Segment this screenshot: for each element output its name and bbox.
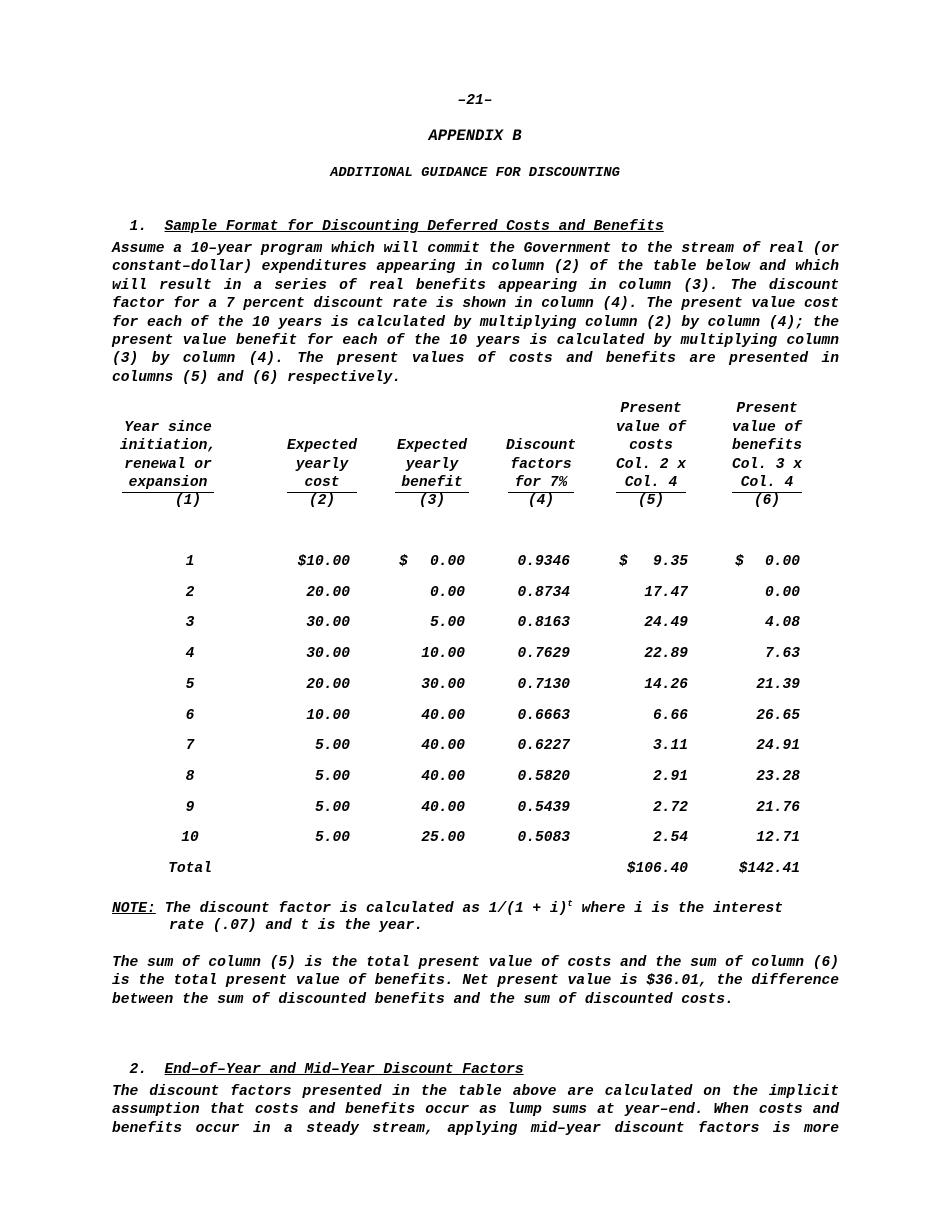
table-cell-year: 2 <box>185 584 195 601</box>
table-total-pv-benefit: $142.41 <box>738 861 800 877</box>
table-cell-benefit: 0.00 <box>429 584 465 601</box>
table-cell-cost: 20.00 <box>306 584 350 601</box>
table-column-number: (1) <box>174 493 202 509</box>
table-header-line: for 7% <box>514 475 568 491</box>
table-cell-factor: 0.7629 <box>517 646 570 663</box>
table-cell-pv-benefit: 21.76 <box>756 799 800 816</box>
note-text-after: where i is the interest <box>572 900 784 917</box>
table-cell-factor: 0.5439 <box>517 799 570 816</box>
table-header-line: Col. 3 x <box>731 456 803 473</box>
page-number: –21– <box>457 93 493 109</box>
table-header-line: benefits <box>731 438 803 454</box>
note <box>112 899 783 917</box>
section2-body: The discount factors presented in the table above are calculated on the implicit assumption that costs and benefits occur as lump sums at year–end. When costs and benefits occur in a steady stream, applying mid–year discount factors is more <box>112 1084 839 1137</box>
table-cell-year: 3 <box>185 615 195 632</box>
table-cell-factor: 0.8163 <box>517 615 570 632</box>
table-cell-factor: 0.5820 <box>517 768 570 785</box>
table-header-line: yearly <box>405 456 459 473</box>
table-header-line: Year since <box>124 419 212 436</box>
table-cell-pv-cost: 14.26 <box>644 676 688 693</box>
table-cell-factor: 0.7130 <box>517 676 570 693</box>
table-header-line: Col. 4 <box>740 475 794 491</box>
table-header-line: value of <box>615 419 687 436</box>
table-cell-year: 4 <box>185 646 195 663</box>
note-line2: rate (.07) and t is the year. <box>169 918 423 934</box>
paragraph2: The sum of column (5) is the total present value of costs and the sum of column (6) is the total present value of benefits. Net present value is $36.01, the difference between the sum of discounted benefits and the sum of discounted costs. <box>112 955 839 1008</box>
table-cell-pv-cost: 9.35 <box>652 554 688 570</box>
table-cell-factor: 0.8734 <box>517 584 570 601</box>
table-header-line: Expected <box>396 438 468 454</box>
table-cell-cost: 5.00 <box>314 738 350 755</box>
table-cell-pv-benefit: 23.28 <box>756 768 800 785</box>
table-cell-pv-benefit: 7.63 <box>764 646 800 663</box>
table-cell-factor: 0.5083 <box>517 830 570 847</box>
table-cell-factor: 0.9346 <box>517 554 570 570</box>
table-header-line: expansion <box>128 475 208 491</box>
table-cell-cost: 10.00 <box>306 707 350 724</box>
section1-heading <box>112 203 664 235</box>
table-header-line: Expected <box>286 438 358 454</box>
note-superscript: t <box>567 899 573 909</box>
table-cell-year: 8 <box>185 768 195 785</box>
appendix-title: APPENDIX B <box>428 127 522 145</box>
table-column-number: (2) <box>308 493 336 509</box>
table-column-number: (3) <box>418 493 446 509</box>
note-text-before: The discount factor is calculated as 1/(1 + i) <box>164 900 568 917</box>
table-cell-cost: 5.00 <box>314 799 350 816</box>
table-column-number: (4) <box>527 493 555 509</box>
page-subtitle: ADDITIONAL GUIDANCE FOR DISCOUNTING <box>330 166 620 181</box>
table-cell-cost: 30.00 <box>306 615 350 632</box>
table-cell-pv-cost: 3.11 <box>652 738 688 755</box>
section2-heading <box>112 1046 524 1078</box>
table-cell-benefit: 5.00 <box>429 615 465 632</box>
table-cell-pv-benefit: 12.71 <box>756 830 800 847</box>
table-cell-year: 5 <box>185 676 195 693</box>
table-cell-cost: 5.00 <box>314 830 350 847</box>
table-header-line: cost <box>304 475 340 491</box>
table-header-line: Discount <box>505 438 577 454</box>
table-cell-benefit: 30.00 <box>421 676 465 693</box>
table-header-line: Present <box>736 401 798 417</box>
table-cell-pv-cost: 2.91 <box>652 768 688 785</box>
table-cell-year: 10 <box>181 830 199 847</box>
table-total-label: Total <box>168 861 212 877</box>
table-cell-pv-benefit: 4.08 <box>764 615 800 632</box>
table-header-line: renewal or <box>124 456 212 473</box>
dollar-sign-pv-benefit: $ <box>735 554 744 570</box>
table-header-line: yearly <box>295 456 349 473</box>
table-cell-year: 1 <box>185 554 195 570</box>
table-cell-pv-benefit: 24.91 <box>756 738 800 755</box>
table-cell-benefit: 0.00 <box>429 554 465 570</box>
table-cell-pv-cost: 6.66 <box>652 707 688 724</box>
table-column-number: (5) <box>637 493 665 509</box>
table-header-line: factors <box>510 456 572 473</box>
table-column-number: (6) <box>753 493 781 509</box>
table-cell-pv-benefit: 21.39 <box>756 676 800 693</box>
table-cell-year: 9 <box>185 799 195 816</box>
table-total-pv-cost: $106.40 <box>626 861 688 877</box>
table-cell-pv-benefit: 26.65 <box>756 707 800 724</box>
note-label: NOTE: <box>112 900 156 917</box>
section1-number: 1. <box>129 219 148 235</box>
section1-heading-text: Sample Format for Discounting Deferred Costs and Benefits <box>164 219 664 235</box>
section1-body: Assume a 10–year program which will commit the Government to the stream of real (or constant–dollar) expenditures appearing in column (2) of the table below and which will result in a series of real benefits appearing in column (3). The discount factor for a 7 percent discount rate is shown in column (4). The present value cost for each of the 10 years is calculated by multiplying column (2) by column (4); the present value benefit for each of the 10 years is calculated by multiplying column (3) by column (4). The present values of costs and benefits are presented in columns (5) and (6) respectively. <box>112 241 839 386</box>
table-cell-year: 7 <box>185 738 195 755</box>
table-header-line: costs <box>629 438 673 454</box>
table-header-line: Col. 2 x <box>615 456 687 473</box>
table-cell-benefit: 40.00 <box>421 707 465 724</box>
table-header-line: Present <box>620 401 682 417</box>
table-cell-benefit: 40.00 <box>421 799 465 816</box>
table-header-line: Col. 4 <box>624 475 678 491</box>
table-header-line: benefit <box>401 475 463 491</box>
table-cell-pv-cost: 2.54 <box>652 830 688 847</box>
section2-number: 2. <box>129 1062 148 1078</box>
section2-heading-text: End–of–Year and Mid–Year Discount Factors <box>164 1062 524 1078</box>
dollar-sign-pv-cost: $ <box>619 554 628 570</box>
table-cell-benefit: 25.00 <box>421 830 465 847</box>
table-cell-cost: 20.00 <box>306 676 350 693</box>
table-cell-pv-cost: 22.89 <box>644 646 688 663</box>
table-cell-cost: $10.00 <box>297 554 350 570</box>
table-cell-pv-cost: 24.49 <box>644 615 688 632</box>
table-cell-cost: 30.00 <box>306 646 350 663</box>
table-cell-year: 6 <box>185 707 195 724</box>
dollar-sign-benefit: $ <box>399 554 408 570</box>
table-cell-pv-benefit: 0.00 <box>764 584 800 601</box>
table-header-line: initiation, <box>119 438 217 454</box>
table-cell-benefit: 40.00 <box>421 738 465 755</box>
table-cell-pv-benefit: 0.00 <box>764 554 800 570</box>
table-cell-factor: 0.6663 <box>517 707 570 724</box>
table-cell-pv-cost: 17.47 <box>644 584 688 601</box>
table-cell-factor: 0.6227 <box>517 738 570 755</box>
table-cell-cost: 5.00 <box>314 768 350 785</box>
table-cell-benefit: 40.00 <box>421 768 465 785</box>
table-cell-benefit: 10.00 <box>421 646 465 663</box>
table-cell-pv-cost: 2.72 <box>652 799 688 816</box>
table-header-line: value of <box>731 419 803 436</box>
